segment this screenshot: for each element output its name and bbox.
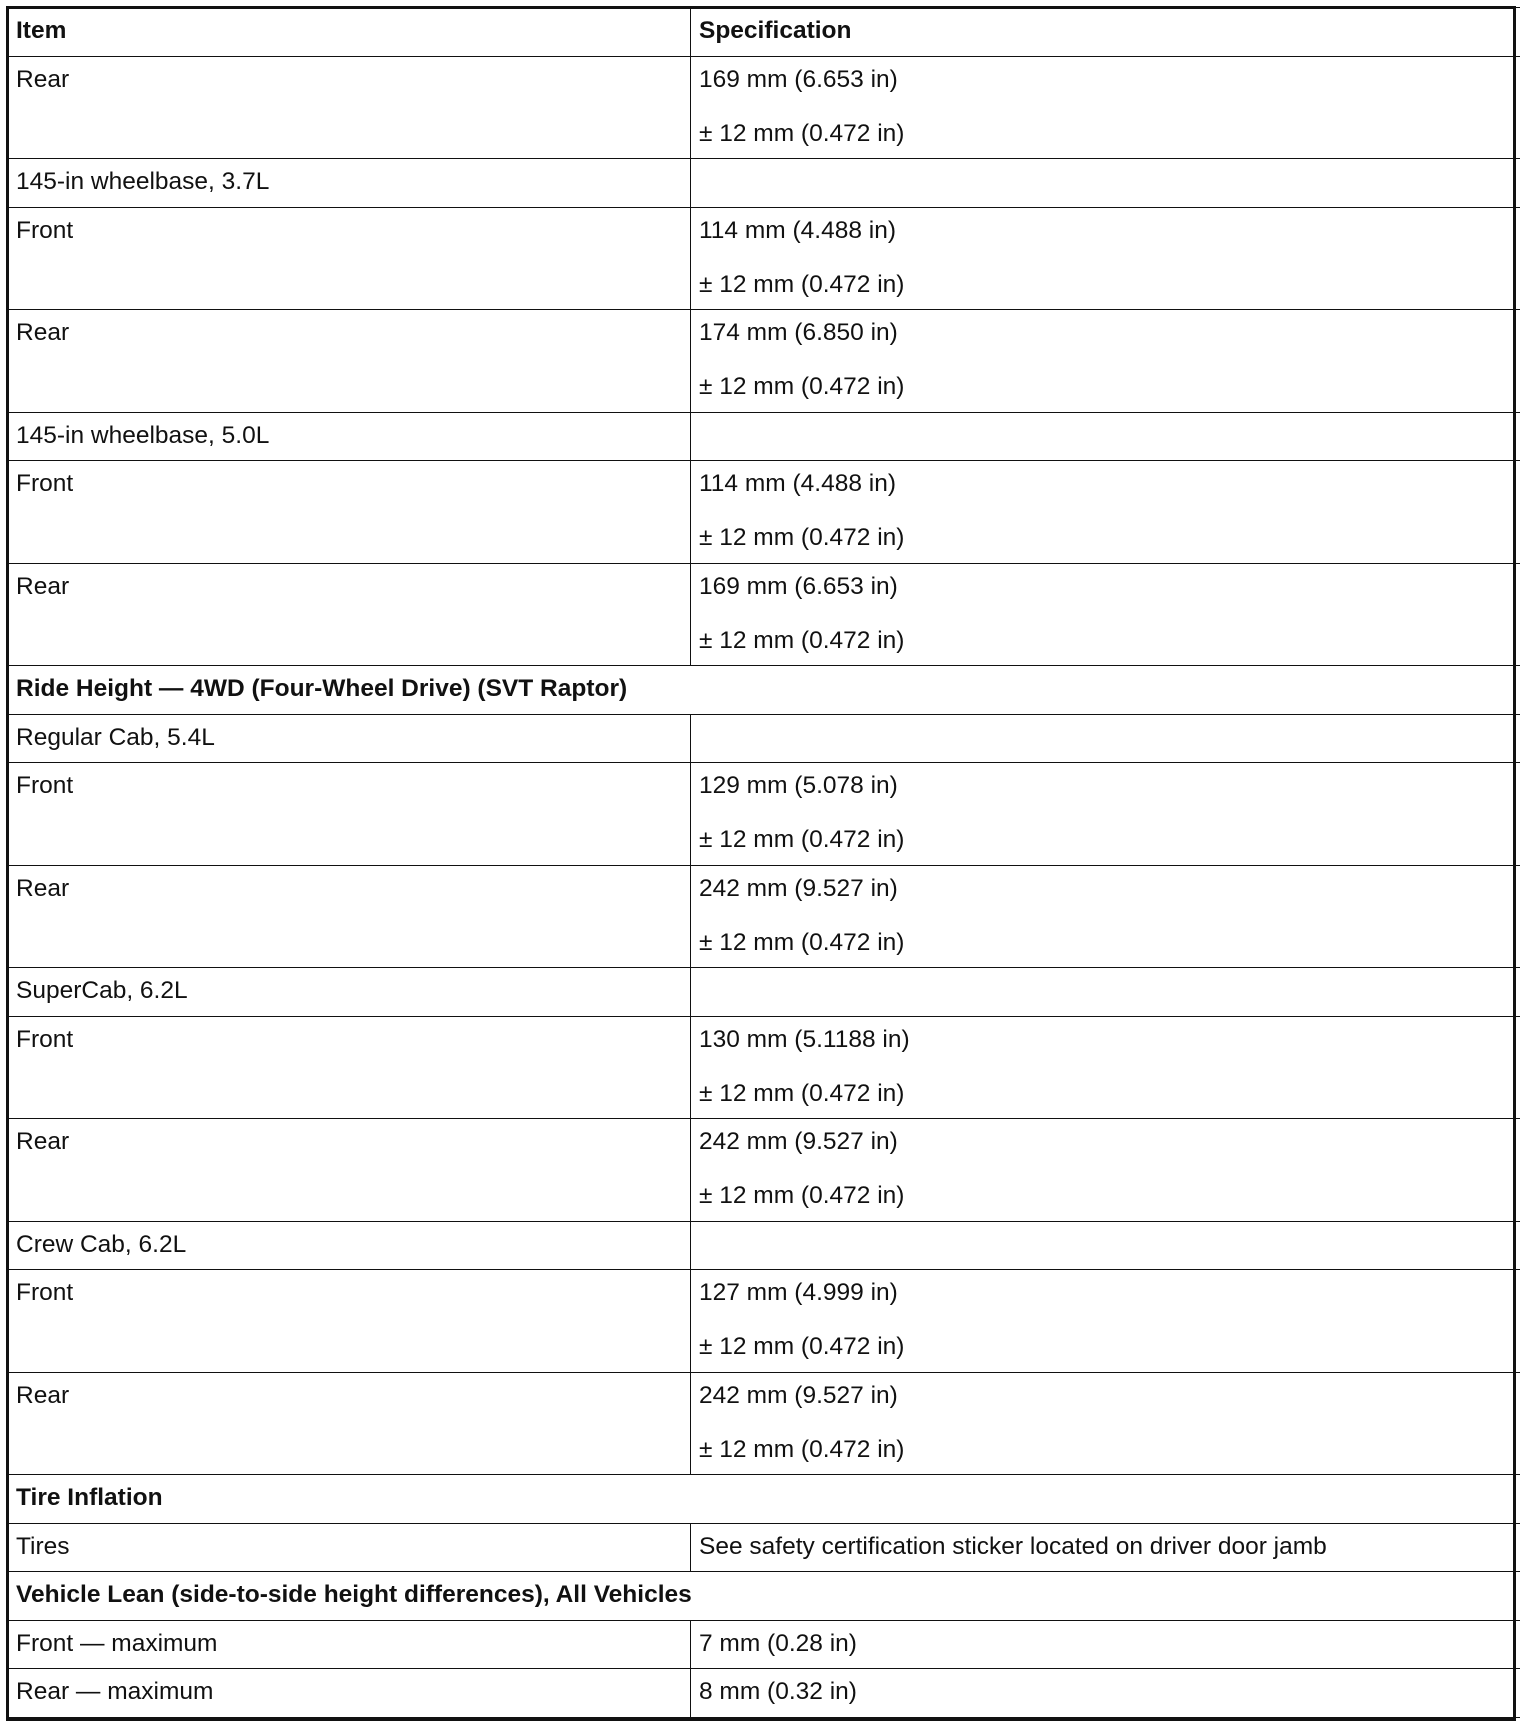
item-cell	[8, 865, 691, 968]
spec-cell	[691, 763, 1520, 866]
item-label: Tires	[16, 1524, 682, 1561]
spec-cell	[691, 461, 1520, 564]
subgroup-label: 145-in wheelbase, 3.7L	[16, 159, 682, 196]
item-label: Rear	[16, 57, 682, 94]
section-heading-cell	[8, 666, 1520, 715]
subgroup-label: SuperCab, 6.2L	[16, 968, 682, 1005]
column-header-item	[8, 8, 691, 57]
empty-spec-cell	[691, 1221, 1520, 1270]
spec-tolerance: ± 12 mm (0.472 in)	[699, 1410, 1520, 1464]
spec-tolerance: ± 12 mm (0.472 in)	[699, 601, 1520, 655]
item-label: Front — maximum	[16, 1621, 682, 1658]
empty-spec-cell	[691, 714, 1520, 763]
spec-cell	[691, 56, 1520, 159]
table-row	[8, 1372, 1520, 1475]
column-header-item-label: Item	[16, 8, 682, 45]
table-row	[8, 1119, 1520, 1222]
table-row	[8, 1620, 1520, 1669]
item-cell	[8, 563, 691, 666]
subgroup-row	[8, 714, 1520, 763]
section-heading: Tire Inflation	[16, 1475, 1520, 1512]
spec-tolerance: ± 12 mm (0.472 in)	[699, 94, 1520, 148]
subgroup-label: Crew Cab, 6.2L	[16, 1222, 682, 1259]
item-cell	[8, 461, 691, 564]
empty-spec-cell	[691, 159, 1520, 208]
spec-cell	[691, 1016, 1520, 1119]
table-row	[8, 865, 1520, 968]
section-heading-row	[8, 1475, 1520, 1524]
subgroup-cell	[8, 714, 691, 763]
spec-value: 169 mm (6.653 in)	[699, 57, 1520, 94]
subgroup-row	[8, 412, 1520, 461]
specification-table	[7, 7, 1520, 1718]
subgroup-cell	[8, 968, 691, 1017]
item-label: Front	[16, 208, 682, 245]
spec-value: 242 mm (9.527 in)	[699, 1373, 1520, 1410]
item-cell	[8, 310, 691, 413]
table-row	[8, 1523, 1520, 1572]
item-cell	[8, 1270, 691, 1373]
table-row	[8, 56, 1520, 159]
item-label: Front	[16, 763, 682, 800]
spec-value: 114 mm (4.488 in)	[699, 208, 1520, 245]
table-row	[8, 563, 1520, 666]
item-cell	[8, 1016, 691, 1119]
item-label: Rear	[16, 1373, 682, 1410]
spec-tolerance: ± 12 mm (0.472 in)	[699, 800, 1520, 854]
spec-value: 130 mm (5.1188 in)	[699, 1017, 1520, 1054]
spec-value: 129 mm (5.078 in)	[699, 763, 1520, 800]
spec-tolerance: ± 12 mm (0.472 in)	[699, 347, 1520, 401]
item-label: Rear — maximum	[16, 1669, 682, 1706]
spec-tolerance: ± 12 mm (0.472 in)	[699, 245, 1520, 299]
spec-value: See safety certification sticker located on driver door jamb	[699, 1524, 1520, 1561]
spec-cell	[691, 310, 1520, 413]
item-label: Rear	[16, 866, 682, 903]
table-row	[8, 763, 1520, 866]
subgroup-cell	[8, 412, 691, 461]
subgroup-row	[8, 159, 1520, 208]
table-row	[8, 1669, 1520, 1718]
spec-value: 174 mm (6.850 in)	[699, 310, 1520, 347]
spec-value: 242 mm (9.527 in)	[699, 866, 1520, 903]
spec-value: 169 mm (6.653 in)	[699, 564, 1520, 601]
spec-tolerance: ± 12 mm (0.472 in)	[699, 1054, 1520, 1108]
item-cell	[8, 763, 691, 866]
item-cell	[8, 1372, 691, 1475]
subgroup-row	[8, 1221, 1520, 1270]
table-row	[8, 207, 1520, 310]
item-label: Rear	[16, 310, 682, 347]
item-label: Rear	[16, 1119, 682, 1156]
item-cell	[8, 1119, 691, 1222]
section-heading-cell	[8, 1475, 1520, 1524]
item-cell	[8, 1669, 691, 1718]
subgroup-cell	[8, 159, 691, 208]
spec-value: 7 mm (0.28 in)	[699, 1621, 1520, 1658]
section-heading-row	[8, 666, 1520, 715]
subgroup-label: 145-in wheelbase, 5.0L	[16, 413, 682, 450]
spec-cell	[691, 1119, 1520, 1222]
spec-cell	[691, 1270, 1520, 1373]
empty-spec-cell	[691, 412, 1520, 461]
table-header-row	[8, 8, 1520, 57]
empty-spec-cell	[691, 968, 1520, 1017]
item-cell	[8, 207, 691, 310]
spec-value: 8 mm (0.32 in)	[699, 1669, 1520, 1706]
spec-cell	[691, 563, 1520, 666]
item-label: Rear	[16, 564, 682, 601]
table-row	[8, 1016, 1520, 1119]
spec-cell	[691, 865, 1520, 968]
item-cell	[8, 56, 691, 159]
subgroup-label: Regular Cab, 5.4L	[16, 715, 682, 752]
table-row	[8, 461, 1520, 564]
spec-value: 114 mm (4.488 in)	[699, 461, 1520, 498]
section-heading-cell	[8, 1572, 1520, 1621]
spec-tolerance: ± 12 mm (0.472 in)	[699, 903, 1520, 957]
subgroup-cell	[8, 1221, 691, 1270]
spec-cell	[691, 1669, 1520, 1718]
spec-cell	[691, 1523, 1520, 1572]
spec-cell	[691, 207, 1520, 310]
column-header-specification	[691, 8, 1520, 57]
table-row	[8, 310, 1520, 413]
section-heading: Ride Height — 4WD (Four-Wheel Drive) (SVT Raptor)	[16, 666, 1520, 703]
spec-tolerance: ± 12 mm (0.472 in)	[699, 1307, 1520, 1361]
spec-value: 127 mm (4.999 in)	[699, 1270, 1520, 1307]
section-heading-row	[8, 1572, 1520, 1621]
item-label: Front	[16, 1017, 682, 1054]
item-cell	[8, 1523, 691, 1572]
section-heading: Vehicle Lean (side-to-side height differences), All Vehicles	[16, 1572, 1520, 1609]
table-row	[8, 1270, 1520, 1373]
item-label: Front	[16, 1270, 682, 1307]
column-header-specification-label: Specification	[699, 8, 1520, 45]
item-cell	[8, 1620, 691, 1669]
subgroup-row	[8, 968, 1520, 1017]
spec-cell	[691, 1372, 1520, 1475]
item-label: Front	[16, 461, 682, 498]
spec-value: 242 mm (9.527 in)	[699, 1119, 1520, 1156]
spec-cell	[691, 1620, 1520, 1669]
spec-tolerance: ± 12 mm (0.472 in)	[699, 498, 1520, 552]
spec-tolerance: ± 12 mm (0.472 in)	[699, 1156, 1520, 1210]
